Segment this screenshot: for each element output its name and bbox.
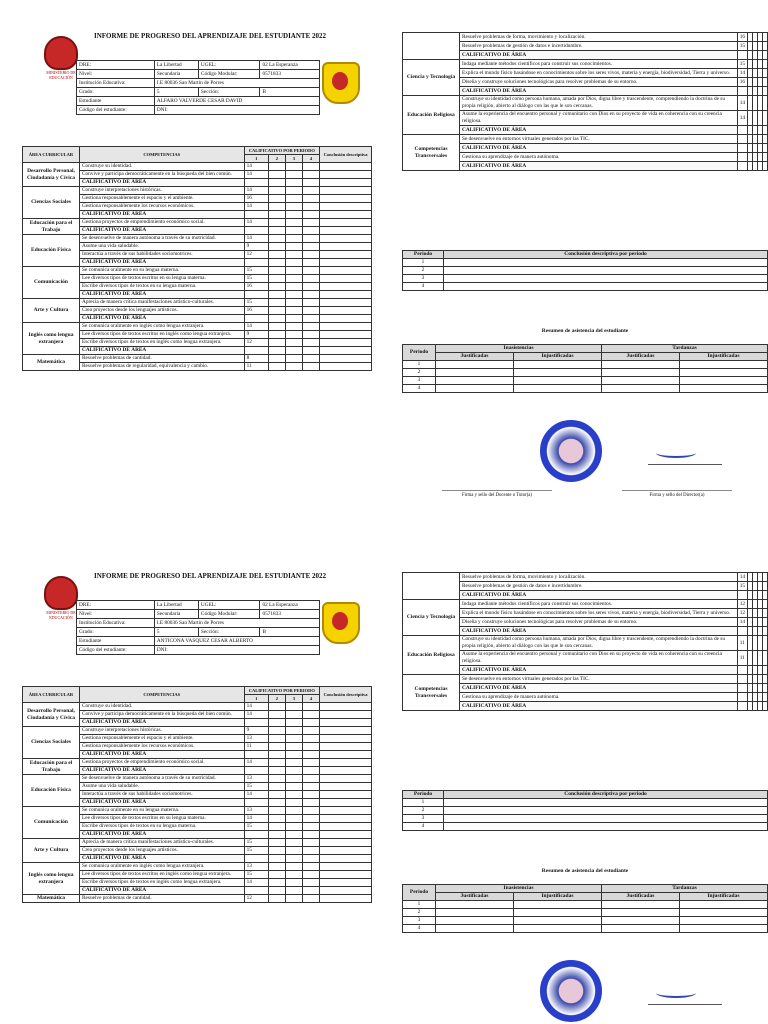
period-conclusion-table: Periodo Conclusión descriptiva por periodo 1 2 3 4	[402, 790, 768, 831]
grades-table-continued: Resuelve problemas de forma, movimiento y localización. 14 Resuelve problemas de gestión de datos e incertidumbre. 15 CALIFICATIVO DE ÁREA Ciencia y Tecnología Indaga mediante métodos científicos para construir sus conocimientos. 12 Explica el mundo físico basándose en conocimientos sobre los seres vivos, materia y energía, biodiversidad, Tierra y universo. 12 Diseña y construye soluciones tecnológicas para resolver problemas de su entorno. 14 CALIFICATIVO DE ÁREA Educación Religiosa Construye su identidad como persona humana, amada por Dios, digna libre y trascendente, comprendiendo la doctrina de su propia religión, abierto al diálogo con las que le son cercanas. 11 Asume la experiencia del encuentro personal y comunitario con Dios en su proyecto de vida en coherencia con su creencia religiosa. 11 CALIFICATIVO DE ÁREA Competencias Transversales Se desenvuelve en entornos virtuales generados por las TIC. CALIFICATIVO DE ÁREA Gestiona su aprendizaje de manera autónoma. CALIFICATIVO DE ÁREA	[402, 572, 768, 711]
logo-label: MINISTERIO DE EDUCACIÓN	[46, 610, 76, 620]
report-right-column	[402, 572, 768, 931]
director-signature-icon	[648, 984, 722, 1005]
period-conclusion-table: Periodo Conclusión descriptiva por periodo 1 2 3 4	[402, 250, 768, 291]
report-title: INFORME DE PROGRESO DEL APRENDIZAJE DEL ESTUDIANTE 2022	[93, 32, 326, 40]
teacher-signature-label: Firma y sello del Docente o Tutor(a)	[442, 490, 552, 498]
grades-table-continued: Resuelve problemas de forma, movimiento y localización. 16 Resuelve problemas de gestión de datos e incertidumbre. 15 CALIFICATIVO DE ÁREA Ciencia y Tecnología Indaga mediante métodos científicos para construir sus conocimientos. 15 Explica el mundo físico basándose en conocimientos sobre los seres vivos, materia y energía, biodiversidad, Tierra y universo. 14 Diseña y construye soluciones tecnológicas para resolver problemas de su entorno. 16 CALIFICATIVO DE ÁREA Educación Religiosa Construye su identidad como persona humana, amada por Dios, digna libre y trascendente, comprendiendo la doctrina de su propia religión, abierto al diálogo con las que le son cercanas. 14 Asume la experiencia del encuentro personal y comunitario con Dios en su proyecto de vida en coherencia con su creencia religiosa. 14 CALIFICATIVO DE ÁREA Competencias Transversales Se desenvuelve en entornos virtuales generados por las TIC. CALIFICATIVO DE ÁREA Gestiona su aprendizaje de manera autónoma. CALIFICATIVO DE ÁREA	[402, 32, 768, 171]
school-crest-icon	[322, 602, 360, 644]
peru-shield-icon	[44, 576, 78, 610]
student-name: ALFARO VALVERDE CESAR DAVID	[154, 97, 319, 106]
peru-shield-icon	[44, 36, 78, 70]
school-crest-icon	[322, 62, 360, 104]
report-page-2	[0, 540, 768, 1024]
school-stamp-icon	[540, 420, 602, 482]
attendance-table: Periodo Inasistencias Tardanzas Justificadas Injustificadas Justificadas Injustificadas 1 2 3 4	[402, 884, 768, 933]
grades-table: ÁREA CURRICULAR COMPETENCIAS CALIFICATIVO POR PERIODO Conclusión descriptiva 1 2 3 4 Desarrollo Personal, Ciudadanía y Cívica Construye su identidad. 14 Convive y participa democráticamente en la búsqueda del bien común. 14 CALIFICATIVO DE ÁREA Ciencias Sociales Construye interpretaciones históricas. 14 Gestiona responsablemente el espacio y el ambiente. 16 Gestiona responsablemente los recursos económicos. 14 CALIFICATIVO DE ÁREA Educación para el Trabajo Gestiona proyectos de emprendimiento económico social. 14 CALIFICATIVO DE ÁREA Educación Física Se desenvuelve de manera autónoma a través de su motricidad. 14 Asume una vida saludable. 9 Interactúa a través de sus habilidades sociomotrices. 12 CALIFICATIVO DE ÁREA Comunicación Se comunica oralmente en su lengua materna. 15 Lee diversos tipos de textos escritos en su lengua materna. 15 Escribe diversos tipos de textos en su lengua materna. 16 CALIFICATIVO DE ÁREA Arte y Cultura Aprecia de manera crítica manifestaciones artístico-culturales. 15 Crea proyectos desde los lenguajes artísticos. 16 CALIFICATIVO DE ÁREA Inglés como lengua extranjera Se comunica oralmente en inglés como lengua extranjera. 14 Lee diversos tipos de textos escritos en inglés como lengua extranjera. 9 Escribe diversos tipos de textos en inglés como lengua extranjera. 12 CALIFICATIVO DE ÁREA Matemática Resuelve problemas de cantidad. 8 Resuelve problemas de regularidad, equivalencia y cambio. 11	[22, 146, 372, 371]
report-title: INFORME DE PROGRESO DEL APRENDIZAJE DEL ESTUDIANTE 2022	[93, 572, 326, 580]
logo-label: MINISTERIO DE EDUCACIÓN	[46, 70, 76, 80]
attendance-table: Periodo Inasistencias Tardanzas Justificadas Injustificadas Justificadas Injustificadas 1 2 3 4	[402, 344, 768, 393]
director-signature-icon	[648, 444, 722, 465]
director-signature-label: Firma y sello del Director(a)	[622, 490, 732, 498]
report-page-1	[0, 0, 768, 500]
student-info-table: DRE: La Libertad UGEL: 02 La Esperanza Nivel: Secundaria Código Modular: 0571833 Institución Educativa: I.E 80036 San Martin de Porres Grado: 5 Sección: B Estudiante ALFARO VALVERDE CESAR DAVID Código del estudiante: DNI:	[76, 60, 320, 115]
grades-table: ÁREA CURRICULAR COMPETENCIAS CALIFICATIVO POR PERIODO Conclusión descriptiva 1 2 3 4 Desarrollo Personal, Ciudadanía y Cívica Construye su identidad. 14 Convive y participa democráticamente en la búsqueda del bien común. 14 CALIFICATIVO DE ÁREA Ciencias Sociales Construye interpretaciones históricas. 9 Gestiona responsablemente el espacio y el ambiente. 13 Gestiona responsablemente los recursos económicos. 11 CALIFICATIVO DE ÁREA Educación para el Trabajo Gestiona proyectos de emprendimiento económico social. 14 CALIFICATIVO DE ÁREA Educación Física Se desenvuelve de manera autónoma a través de su motricidad. 13 Asume una vida saludable. 15 Interactúa a través de sus habilidades sociomotrices. 14 CALIFICATIVO DE ÁREA Comunicación Se comunica oralmente en su lengua materna. 13 Lee diversos tipos de textos escritos en su lengua materna. 14 Escribe diversos tipos de textos en su lengua materna. 15 CALIFICATIVO DE ÁREA Arte y Cultura Aprecia de manera crítica manifestaciones artístico-culturales. 15 Crea proyectos desde los lenguajes artísticos. 15 CALIFICATIVO DE ÁREA Inglés como lengua extranjera Se comunica oralmente en inglés como lengua extranjera. 13 Lee diversos tipos de textos escritos en inglés como lengua extranjera. 15 Escribe diversos tipos de textos en inglés como lengua extranjera. 14 CALIFICATIVO DE ÁREA Matemática Resuelve problemas de cantidad. 12	[22, 686, 372, 903]
student-name: ANTICONA VASQUEZ CESAR ALBERTO	[154, 637, 319, 646]
student-info-table: DRE: La Libertad UGEL: 02 La Esperanza Nivel: Secundaria Código Modular: 0571833 Institución Educativa: I.E 80036 San Martin de Porres Grado: 5 Sección: B Estudiante ANTICONA VASQUEZ CESAR ALBERTO Código del estudiante: DNI:	[76, 600, 320, 655]
report-right-column	[402, 32, 768, 498]
attendance-title: Resumen de asistencia del estudiante	[541, 868, 629, 874]
attendance-title: Resumen de asistencia del estudiante	[541, 328, 629, 334]
school-stamp-icon	[540, 960, 602, 1022]
